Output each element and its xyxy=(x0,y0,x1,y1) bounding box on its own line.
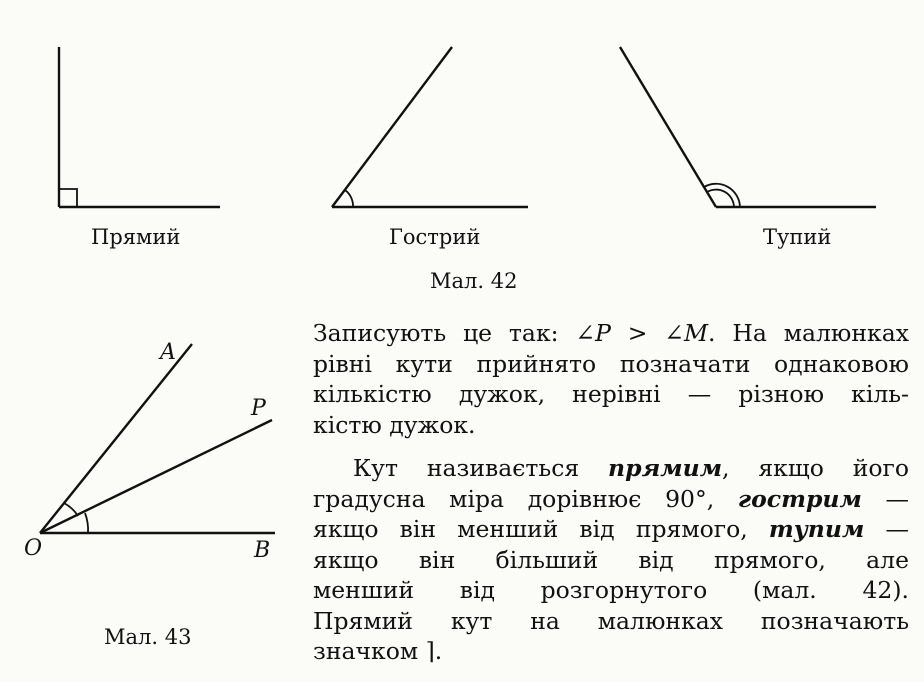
caption-figure-42: Мал. 42 xyxy=(430,269,518,293)
text-span: — xyxy=(861,484,909,513)
text-span: , якщо його xyxy=(722,454,909,482)
label-right-angle: Прямий xyxy=(91,225,181,249)
point-B-label: B xyxy=(254,538,271,563)
label-acute-angle: Гострий xyxy=(389,225,481,249)
text-line: рівні кути прийнято позначати однаковою xyxy=(313,349,909,378)
text-span: — xyxy=(864,515,909,543)
arc-large xyxy=(64,503,78,516)
text-span: градусна міра дорівнює 90°, xyxy=(313,484,738,513)
ray-OP xyxy=(40,420,272,533)
text-line: кількістю дужок, нерівні — різною кіль- xyxy=(313,380,909,408)
right-angle-drawing xyxy=(59,47,220,207)
arc-small xyxy=(85,513,88,533)
point-O-label: O xyxy=(24,536,43,561)
text-span: Кут називається xyxy=(353,454,609,482)
text-span: якщо він менший від прямого, xyxy=(313,515,769,543)
text-line: кістю дужок. xyxy=(313,410,476,439)
obtuse-angle-drawing xyxy=(620,47,876,207)
text-line: значком ⌉. xyxy=(313,637,443,665)
text-line xyxy=(313,484,909,515)
text-line: менший від розгорнутого (мал. 42). xyxy=(313,576,909,604)
term-right: прямим xyxy=(608,454,723,482)
text-line xyxy=(313,318,909,349)
text-span: . На малюнках xyxy=(708,319,909,347)
point-P-label: P xyxy=(251,396,266,421)
label-obtuse-angle: Тупий xyxy=(763,225,832,249)
term-acute: гострим xyxy=(737,484,862,513)
paragraph-angle-types xyxy=(313,453,909,667)
acute-angle-drawing xyxy=(332,47,528,207)
text-line: якщо він більший від прямого, але xyxy=(313,545,909,574)
paragraph-notation xyxy=(313,318,909,440)
formula: ∠P > ∠M xyxy=(575,319,709,347)
ray-OA xyxy=(40,344,192,533)
caption-figure-43: Мал. 43 xyxy=(104,625,192,649)
term-obtuse: тупим xyxy=(768,515,865,543)
text-line xyxy=(313,514,909,545)
text-span: Записують це так: xyxy=(313,319,576,347)
figure-42 xyxy=(0,0,924,300)
point-A-label: A xyxy=(160,340,176,365)
text-line: Прямий кут на малюнках позначають xyxy=(313,606,909,635)
text-line xyxy=(313,453,909,484)
